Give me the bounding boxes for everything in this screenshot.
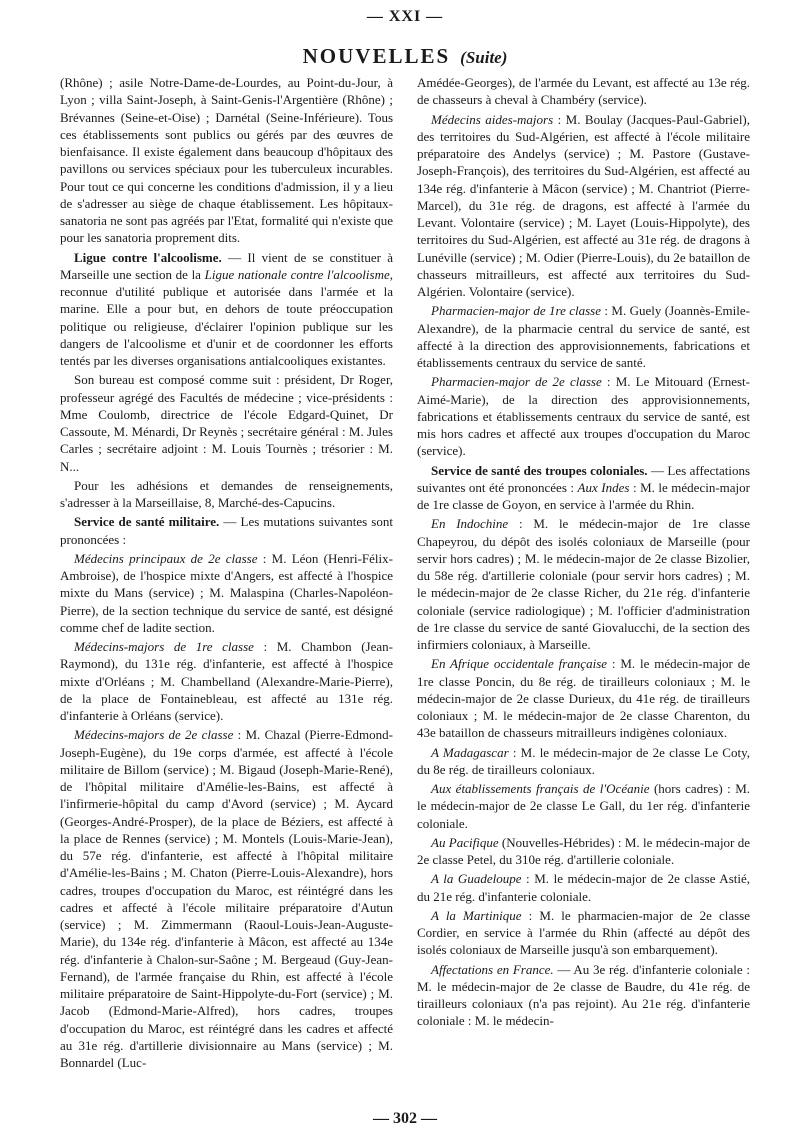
place-label: En Afrique occidentale française bbox=[431, 656, 608, 672]
paragraph: Médecins aides-majors : M. Boulay (Jacques-Paul-Gabriel), des territoires du Sud-Algérien, est affecté à l'école militaire préparatoire des Andelys (service) ; M. Pastore (Gustave-Joseph-François), des territoires du Sud-Algérien, est affecté au 134e rég. d'infanterie à Mâcon (service) ; M. Chantriot (Pierre-Marcel), du 31e rég. de dragons, est affecté à l'armée du Levant. Volontaire (service) ; M. Layet (Louis-Hippolyte), des territoires du Sud-Algérien, est affecté au 31e rég. de dragons à Lunéville (service) ; M. Odier (Pierre-Louis), du 2e bataillon de chasseurs mitrailleurs, est affecté aux territoires du Sud-Algérien. Volontaire (service). bbox=[417, 111, 751, 299]
paragraph: (Rhône) ; asile Notre-Dame-de-Lourdes, au Point-du-Jour, à Lyon ; villa Saint-Joseph, à Saint-Genis-l'Argentière (Rhône) ; Brévannes (Seine-et-Oise) ; Darnétal (Seine-Inférieure). Tous ces établissements sont publics ou gérés par des œuvres de bienfaisance. Il existe également dans beaucoup d'hôpitaux des pavillons ou services spéciaux pour les tuberculeux incurables. Pour tout ce qui concerne les conditions d'admission, il y a lieu de s'adresser au siège de chaque établissement. Les hôpitaux-sanatoria ne sont pas agréés par l'Etat, formalité qui n'existe que pour les sanatoria proprement dits. bbox=[60, 75, 393, 246]
section-title bbox=[60, 44, 750, 69]
paragraph: A Madagascar : M. le médecin-major de 2e classe Le Coty, du 8e rég. de tirailleurs coloniaux. bbox=[417, 744, 750, 777]
rank-label: Médecins-majors de 2e classe bbox=[74, 727, 234, 743]
paragraph: En Afrique occidentale française : M. le médecin-major de 1re classe Poncin, du 8e rég. de tirailleurs coloniaux ; M. le médecin-major de 2e classe Durieux, du 41e rég. de tirailleurs coloniaux ; M. le médecin-major de 2e classe Charenton, du 43e bataillon de chasseurs mitrailleurs indigènes coloniaux. bbox=[417, 656, 750, 741]
paragraph: A la Martinique : M. le pharmacien-major de 2e classe Cordier, en service à l'armée du Rhin (affecté au dépôt des isolés coloniaux de Marseille jusqu'à son embarquement). bbox=[417, 907, 751, 958]
paragraph: Pharmacien-major de 1re classe : M. Guely (Joannès-Emile-Alexandre), de la pharmacie central du service de santé, est affecté à la direction des approvisionnements, fabrications et établissements centraux du service de santé. bbox=[417, 303, 750, 370]
paragraph: Pharmacien-major de 2e classe : M. Le Mitouard (Ernest-Aimé-Marie), de la direction des approvisionnements, fabrications et établissements centraux du service de santé, est mis hors cadres et affecté aux troupes d'occupation du Maroc (service). bbox=[417, 374, 750, 459]
paragraph: En Indochine : M. le médecin-major de 1re classe Chapeyrou, du dépôt des isolés coloniaux de Marseille (pour servir hors cadres) ; M. le médecin-major de 2e classe Bizolier, du 58e rég. d'artillerie coloniale (pour servir hors cadres) ; M. le médecin-major de 2e classe Richer, du 21e rég. d'infanterie coloniale (service radiologique) ; M. l'officier d'administration de 1re classe du service de santé Giovalucchi, de la section des infirmiers coloniaux, à Marseille. bbox=[417, 516, 751, 652]
left-column bbox=[60, 74, 393, 1071]
right-column bbox=[417, 74, 750, 1071]
page bbox=[60, 0, 750, 1146]
title-main: NOUVELLES bbox=[302, 44, 451, 68]
page-number: — 302 — bbox=[373, 1110, 437, 1127]
rank-label: Médecins aides-majors bbox=[431, 111, 554, 127]
paragraph: Médecins-majors de 1re classe : M. Chambon (Jean-Raymond), du 131e rég. d'infanterie, est affecté à l'hospice mixte d'Orléans ; M. Chambelland (Alexandre-Marie-Pierre), de la place de Fontainebleau, est affecté au 131e rég. d'infanterie à Orléans (service). bbox=[60, 639, 393, 723]
place-label: A la Martinique bbox=[431, 907, 522, 923]
paragraph: Médecins principaux de 2e classe : M. Léon (Henri-Félix-Ambroise), de l'hospice mixte d'Angers, est affecté à l'hospice mixte du Mans (service) ; M. Malaspina (Charles-Napoléon-Pierre), de la section technique du service de santé, est désigné comme chef de ladite section. bbox=[60, 550, 393, 635]
rank-label: Pharmacien-major de 1re classe bbox=[431, 303, 602, 319]
paragraph: Pour les adhésions et demandes de renseignements, s'adresser à la Marseillaise, 8, Marché-des-Capucins. bbox=[60, 477, 393, 510]
paragraph: Aux établissements français de l'Océanie (hors cadres) : M. le médecin-major de 2e classe Le Gall, du 1er rég. d'infanterie coloniale. bbox=[417, 781, 751, 831]
place-label: Aux établissements français de l'Océanie bbox=[431, 781, 650, 796]
text-columns bbox=[60, 74, 750, 1071]
section-heading: Service de santé militaire. bbox=[74, 514, 220, 530]
title-suffix: (Suite) bbox=[460, 48, 508, 67]
rank-label: Pharmacien-major de 2e classe bbox=[431, 374, 602, 390]
place-label: Au Pacifique bbox=[431, 834, 499, 850]
place-label: A la Guadeloupe bbox=[431, 871, 522, 887]
paragraph: Ligue contre l'alcoolisme. — Il vient de se constituer à Marseille une section de la Ligue nationale contre l'alcoolisme, reconnue d'utilité publique et autorisée dans l'armée et la marine. Elle a pour but, en dehors de toute préoccupation politique ou religieuse, d'éclairer l'opinion publique sur les dangers de l'alcoolisme et d'unir et de coordonner les efforts tentés par les diverses organisations antialcooliques existantes. bbox=[60, 249, 393, 368]
place-label: Affectations en France. bbox=[431, 961, 554, 977]
paragraph: Service de santé des troupes coloniales. — Les affectations suivantes ont été prononcées : Aux Indes : M. le médecin-major de 1re classe de Goyon, en service à l'armée du Rhin. bbox=[417, 462, 751, 512]
place-label: A Madagascar bbox=[431, 744, 509, 760]
section-heading: Ligue contre l'alcoolisme. bbox=[74, 249, 222, 265]
paragraph: Service de santé militaire. — Les mutations suivantes sont prononcées : bbox=[60, 514, 393, 547]
section-heading: Service de santé des troupes coloniales. bbox=[431, 462, 648, 478]
paragraph: Au Pacifique (Nouvelles-Hébrides) : M. le médecin-major de 2e classe Petel, du 310e rég. d'artillerie coloniale. bbox=[417, 834, 750, 867]
rank-label: Médecins principaux de 2e classe bbox=[74, 550, 258, 566]
paragraph: Son bureau est composé comme suit : président, Dr Roger, professeur agrégé des Facultés de médecine ; vice-présidents : Mme Coulomb, directrice de l'école Edgard-Quinet, Dr Cassoute, M. Ménardi, Dr Reynès ; secrétaire général : M. Jules Carles ; secrétaire adjoint : M. Louis Tournès ; trésorier : M. N... bbox=[60, 372, 393, 474]
paragraph: Amédée-Georges), de l'armée du Levant, est affecté au 13e rég. de chasseurs à cheval à Chambéry (service). bbox=[417, 75, 750, 108]
paragraph: A la Guadeloupe : M. le médecin-major de 2e classe Astié, du 21e rég. d'infanterie coloniale. bbox=[417, 871, 751, 904]
roman-page-number: — XXI — bbox=[366, 8, 444, 25]
rank-label: Médecins-majors de 1re classe bbox=[74, 639, 254, 654]
paragraph: Affectations en France. — Au 3e rég. d'infanterie coloniale : M. le médecin-major de 2e classe de Baudre, du 41e rég. de tirailleurs coloniaux (n'a pas rejoint). Au 21e rég. d'infanterie coloniale : M. le médecin- bbox=[417, 961, 750, 1029]
paragraph: Médecins-majors de 2e classe : M. Chazal (Pierre-Edmond-Joseph-Eugène), du 19e corps d'armée, est affecté à l'école militaire de Billom (service) ; M. Bigaud (Joseph-Marie-René), de l'hôpital militaire d'Amélie-les-Bains, est affecté à l'infirmerie-hôpital du camp d'Avord (service) ; M. Aycard (Georges-André-Prosper), de la place de Béziers, est affecté à la place de Rennes (service) ; M. Montels (Louis-Marie-Jean), du 57e rég. d'infanterie, est affecté à l'hôpital militaire d'Amélie-les-Bains ; M. Chaton (Pierre-Louis-Alexandre), hors cadres, troupes d'occupation du Maroc, est réintégré dans les cadres et affecté à l'école militaire préparatoire d'Autun (service) ; M. Zimmermann (Raoul-Louis-Jean-Auguste-Marie), du 134e rég. d'infanterie à Mâcon, est affecté au 134e rég. d'infanterie à Chalon-sur-Saône ; M. Bergeaud (Guy-Jean-Fernand), de l'armée française du Rhin, est affecté à l'école militaire préparatoire de Saint-Hippolyte-du-Fort (service) ; M. Jacob (Edmond-Marie-Alfred), hors cadres, troupes d'occupation du Maroc, est réintégré dans les cadres et affecté au 31e rég. d'artillerie divisionnaire au Mans (service) ; M. Bonnardel (Luc- bbox=[60, 727, 393, 1070]
place-label: En Indochine bbox=[431, 516, 509, 532]
